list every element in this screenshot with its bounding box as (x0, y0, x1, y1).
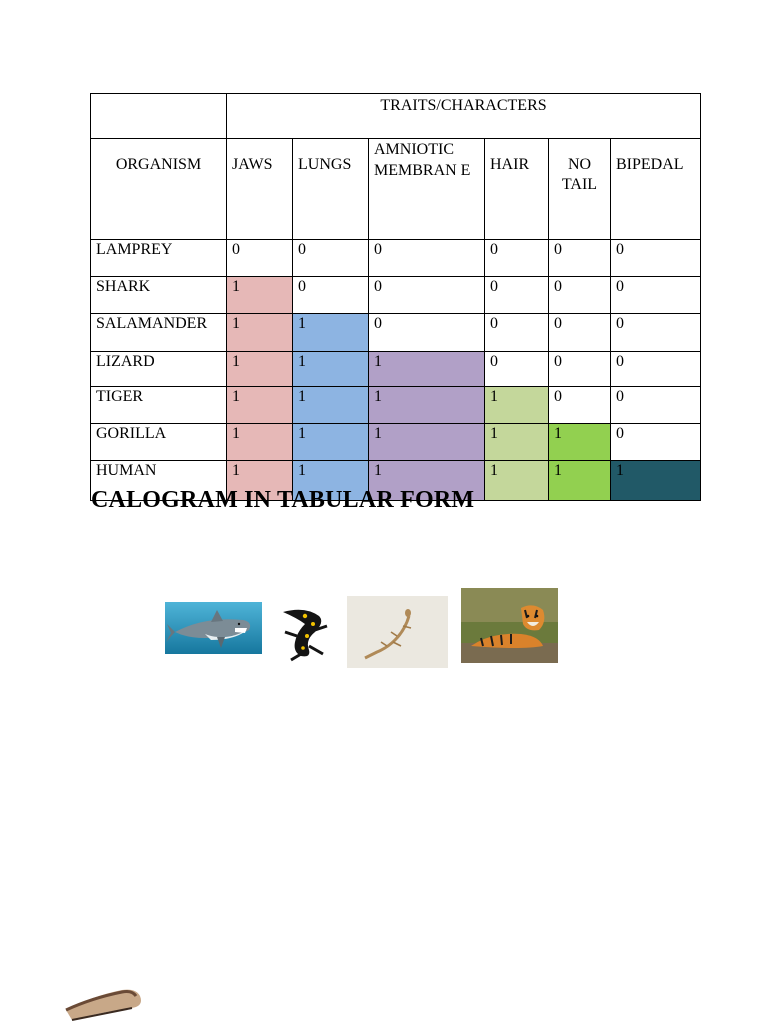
lizard-photo (347, 596, 448, 668)
trait-value-cell: 1 (549, 424, 611, 461)
trait-value-cell: 1 (369, 424, 485, 461)
trait-value-cell: 0 (485, 352, 549, 387)
table-row (91, 240, 701, 277)
table-row (91, 424, 701, 461)
trait-value-cell: 1 (227, 387, 293, 424)
trait-value-cell: 1 (369, 387, 485, 424)
trait-value-cell: 0 (227, 240, 293, 277)
table-row (91, 314, 701, 352)
column-header-bipedal: BIPEDAL (611, 139, 701, 240)
trait-value-cell: 0 (611, 352, 701, 387)
trait-value-cell: 1 (611, 461, 701, 501)
column-header-organism: ORGANISM (91, 139, 227, 240)
trait-value-cell: 1 (227, 461, 293, 501)
trait-value-cell: 1 (227, 277, 293, 314)
trait-value-cell: 0 (549, 352, 611, 387)
trait-value-cell: 0 (485, 240, 549, 277)
table-row (91, 277, 701, 314)
organism-name-cell: LAMPREY (91, 240, 227, 277)
trait-value-cell: 0 (611, 387, 701, 424)
cladogram-table (90, 93, 701, 501)
trait-value-cell: 1 (227, 424, 293, 461)
salamander-photo (275, 602, 333, 664)
trait-value-cell: 0 (369, 277, 485, 314)
trait-value-cell: 1 (293, 387, 369, 424)
trait-value-cell: 0 (549, 240, 611, 277)
trait-value-cell: 1 (293, 424, 369, 461)
tiger-photo (461, 588, 558, 663)
trait-value-cell: 0 (369, 240, 485, 277)
trait-value-cell: 1 (293, 314, 369, 352)
trait-value-cell: 1 (227, 352, 293, 387)
trait-value-cell: 0 (611, 277, 701, 314)
trait-value-cell: 1 (369, 352, 485, 387)
organism-name-cell: LIZARD (91, 352, 227, 387)
column-header-amniotic-membrane: AMNIOTIC MEMBRAN E (369, 139, 485, 240)
trait-value-cell: 1 (549, 461, 611, 501)
table-row (91, 387, 701, 424)
trait-value-cell: 0 (611, 240, 701, 277)
trait-value-cell: 0 (549, 277, 611, 314)
organism-name-cell: SHARK (91, 277, 227, 314)
lamprey-photo (62, 980, 154, 1024)
organism-name-cell: HUMAN (91, 461, 227, 501)
header-title-row (91, 94, 701, 139)
column-header-lungs: LUNGS (293, 139, 369, 240)
shark-photo (165, 602, 262, 654)
organism-name-cell: GORILLA (91, 424, 227, 461)
trait-value-cell: 0 (293, 277, 369, 314)
caption: CALOGRAM IN TABULAR FORM (91, 487, 475, 513)
trait-value-cell: 1 (485, 424, 549, 461)
table-body (91, 240, 701, 501)
organism-name-cell: TIGER (91, 387, 227, 424)
header-title-cell (227, 94, 701, 139)
column-header-no-tail: NO TAIL (549, 139, 611, 240)
trait-value-cell: 0 (485, 314, 549, 352)
trait-value-cell: 0 (549, 314, 611, 352)
column-header-jaws: JAWS (227, 139, 293, 240)
trait-value-cell: 1 (485, 461, 549, 501)
trait-value-cell: 0 (549, 387, 611, 424)
trait-value-cell: 0 (485, 277, 549, 314)
trait-value-cell: 0 (611, 314, 701, 352)
trait-value-cell: 1 (369, 461, 485, 501)
traits-heading: TRAITS/CHARACTERS (380, 97, 547, 114)
organism-name-cell: SALAMANDER (91, 314, 227, 352)
trait-value-cell: 0 (293, 240, 369, 277)
column-header-hair: HAIR (485, 139, 549, 240)
trait-value-cell: 0 (369, 314, 485, 352)
table-row (91, 352, 701, 387)
trait-value-cell: 1 (293, 461, 369, 501)
trait-value-cell: 1 (227, 314, 293, 352)
trait-value-cell: 1 (293, 352, 369, 387)
column-header-row (91, 139, 701, 240)
trait-value-cell: 0 (611, 424, 701, 461)
trait-value-cell: 1 (485, 387, 549, 424)
header-empty-cell (91, 94, 227, 139)
